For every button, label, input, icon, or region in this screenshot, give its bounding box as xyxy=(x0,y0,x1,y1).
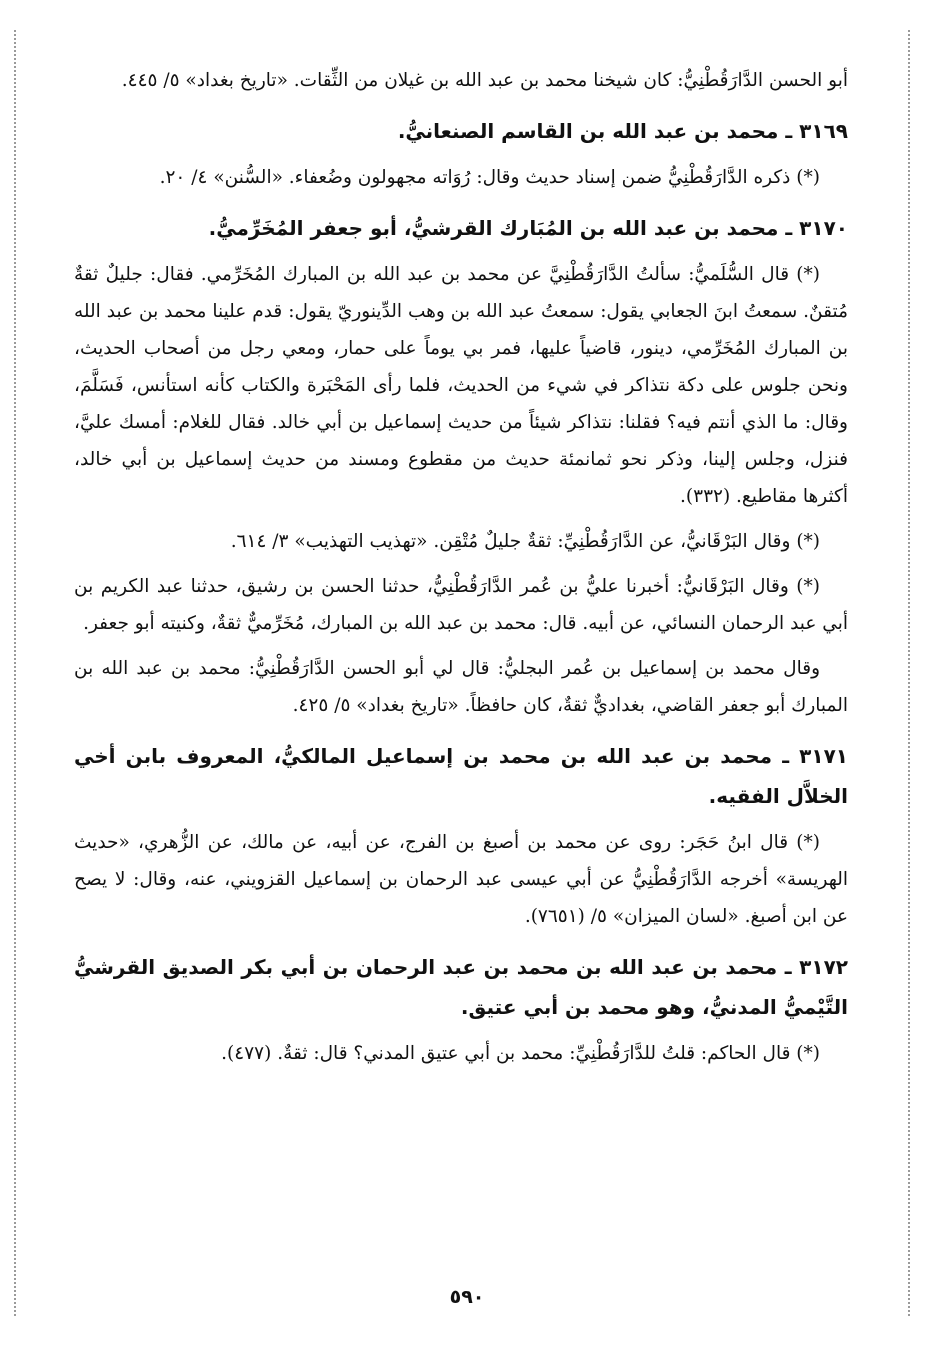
page-body xyxy=(74,62,848,1080)
scan-margin-line xyxy=(908,30,910,1316)
entry-heading: ٣١٧١ ـ محمد بن عبد الله بن محمد بن إسماعيل المالكيُّ، المعروف بابن أخي الخلاَّل الفقيه. xyxy=(74,744,848,808)
text-paragraph: (*) ذكره الدَّارَقُطْنِيُّ ضمن إسناد حديث وقال: رُوَاته مجهولون وضُعفاء. «السُّنن» ٤/ ٢٠. xyxy=(159,167,820,188)
text-paragraph: (*) وقال البَرْقَانيُّ: أخبرنا عليُّ بن عُمر الدَّارَقُطْنِيُّ، حدثنا الحسن بن رشيق، حدثنا عبد الكريم بن أبي عبد الرحمان النسائي، عن أبيه. قال: محمد بن عبد الله بن المبارك، مُخَرِّميٌّ ثقةٌ، وكنيته أبو جعفر. xyxy=(74,576,848,634)
text-paragraph: (*) وقال البَرْقَانيُّ، عن الدَّارَقُطْنِيِّ: ثقةٌ جليلٌ مُتْقِن. «تهذيب التهذيب» ٣/ ٦١٤. xyxy=(230,531,820,552)
text-paragraph: أبو الحسن الدَّارَقُطْنِيُّ: كان شيخنا محمد بن عبد الله بن غيلان من الثِّقات. «تاريخ بغداد» ٥/ ٤٤٥. xyxy=(121,70,848,91)
text-paragraph: (*) قال السُّلَميُّ: سألتُ الدَّارَقُطْنِيَّ عن محمد بن عبد الله بن المبارك المُخَرِّمي. فقال: جليلٌ ثقةٌ مُتقنٌ. سمعتُ ابنَ الجعابي يقول: سمعتُ عبد الله بن وهب الدِّينوريّ يقول: قدم علينا محمد بن عبد الله بن المبارك المُخَرِّمي، دينور، قاضياً عليها، فمر بي يوماً على حمار، ومعي رجل من أصحاب الحديث، ونحن جلوس على دكة نتذاكر في شيء من الحديث، فلما رأى المَحْبَرة والكتاب كأنه استأنس، فَسَلَّمَ، وقال: ما الذي أنتم فيه؟ فقلنا: نتذاكر شيئاً من حديث إسماعيل بن أبي خالد. فقال للغلام: أمسك عليَّ، فنزل، وجلس إلينا، وذكر نحو ثمانمئة حديث من مقطوع ومسند من حديث إسماعيل بن أبي خالد، أكثرها مقاطيع. (٣٣٢). xyxy=(74,264,848,507)
entry-heading: ٣١٦٩ ـ محمد بن عبد الله بن القاسم الصنعانيُّ. xyxy=(397,119,848,143)
text-paragraph: (*) قال ابنُ حَجَر: روى عن محمد بن أصبغ بن الفرج، عن أبيه، عن مالك، عن الزُّهري، «حديث الهريسة» أخرجه الدَّارَقُطْنِيُّ عن أبي عيسى عبد الرحمان بن إسماعيل القزويني، عنه، وقال: لا يصح عن ابن أصبغ. «لسان الميزان» ٥/ (٧٦٥١). xyxy=(74,832,848,927)
text-paragraph: وقال محمد بن إسماعيل بن عُمر البجليُّ: قال لي أبو الحسن الدَّارَقُطْنِيُّ: محمد بن عبد الله بن المبارك أبو جعفر القاضي، بغداديٌّ ثقةٌ، كان حافظاً. «تاريخ بغداد» ٥/ ٤٢٥. xyxy=(74,658,848,716)
scan-margin-line xyxy=(14,30,16,1316)
entry-heading: ٣١٧٢ ـ محمد بن عبد الله بن محمد بن عبد الرحمان بن أبي بكر الصديق القرشيُّ التَّيْميُّ المدنيُّ، وهو محمد بن أبي عتيق. xyxy=(74,955,848,1019)
text-paragraph: (*) قال الحاكم: قلتُ للدَّارَقُطْنِيِّ: محمد بن أبي عتيق المدني؟ قال: ثقةٌ. (٤٧٧). xyxy=(221,1043,820,1064)
entry-heading: ٣١٧٠ ـ محمد بن عبد الله بن المُبَارك القرشيُّ، أبو جعفر المُخَرِّميُّ. xyxy=(208,216,848,240)
page-number: ٥٩٠ xyxy=(449,1286,485,1308)
